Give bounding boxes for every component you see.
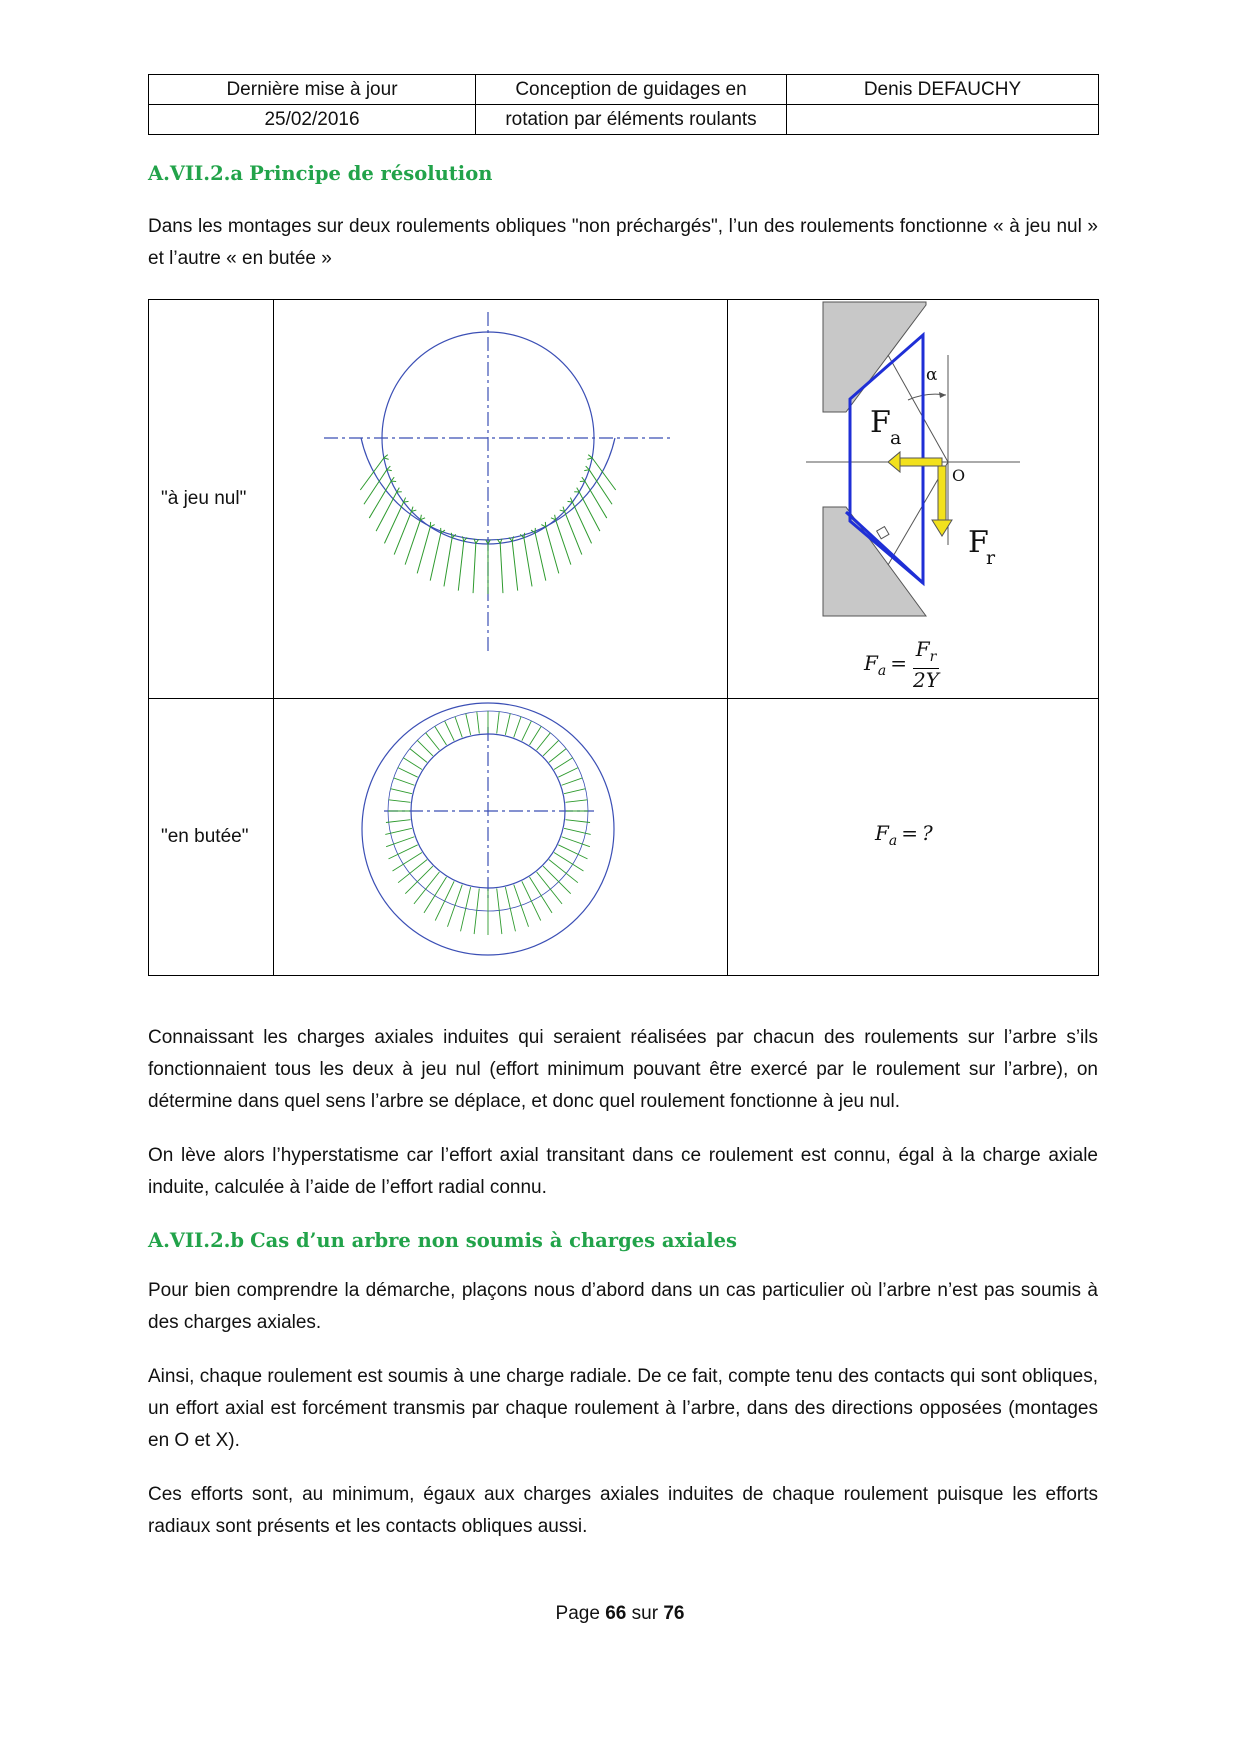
load-vector-head xyxy=(420,515,425,520)
load-vector xyxy=(558,768,578,778)
fr-arrow-shaft xyxy=(938,466,946,522)
footer-of-word: sur xyxy=(631,1603,659,1624)
load-vector-head xyxy=(430,522,434,527)
doc-title-line2: rotation par éléments roulants xyxy=(476,105,787,135)
load-vector xyxy=(445,721,455,741)
row-label-jeu-nul: "à jeu nul" xyxy=(149,300,274,699)
load-vector xyxy=(473,543,476,593)
fa-subscript: a xyxy=(890,427,902,449)
load-vector xyxy=(405,866,433,894)
load-vector xyxy=(505,714,510,735)
formula2-lhs-sub: a xyxy=(888,833,898,849)
fa-label: F xyxy=(870,405,891,440)
header-table xyxy=(148,74,1099,135)
load-vector xyxy=(369,481,391,518)
load-vector xyxy=(514,717,521,738)
load-vector xyxy=(391,789,412,794)
load-vector xyxy=(455,717,462,738)
load-vector xyxy=(403,758,422,770)
section-a-intro: Dans les montages sur deux roulements obliques "non préchargés", l’un des roulements fonctionne « à jeu nul » et l’autre « en butée » xyxy=(148,216,1098,269)
load-vector xyxy=(386,837,414,847)
formula1-den: 2Y xyxy=(913,668,939,692)
jeu-nul-load-diagram xyxy=(274,300,728,699)
fr-arrow-head xyxy=(932,520,952,536)
load-vector xyxy=(477,712,479,734)
load-vector xyxy=(592,458,616,490)
formula1-num: F xyxy=(915,637,930,661)
load-vector xyxy=(500,543,503,593)
load-vector xyxy=(435,726,447,745)
formula2-eq: = xyxy=(901,821,919,845)
load-vector xyxy=(410,749,427,763)
load-vector xyxy=(549,749,566,763)
load-vector xyxy=(376,492,397,531)
load-vector xyxy=(529,726,541,745)
fr-subscript: r xyxy=(986,547,996,569)
load-vector xyxy=(386,820,411,823)
load-vector xyxy=(414,872,439,904)
load-vector xyxy=(444,538,452,587)
section-b-paragraph-2: Ainsi, chaque roulement est soumis à une charge radiale. De ce fait, compte tenu des contacts qui sont obliques, un effort axial est forcément transmis par chaque roulement à l’arbre, dans des directions opposées (montages en O et X). xyxy=(148,1366,1098,1451)
load-vector xyxy=(564,789,585,794)
section-a-number: A.VII.2.a xyxy=(148,162,244,185)
alpha-arrowhead xyxy=(939,392,946,398)
load-vector xyxy=(537,733,551,750)
load-vector-head xyxy=(411,507,416,512)
formula2-rhs: ? xyxy=(922,821,933,845)
load-vector xyxy=(389,845,418,859)
fr-label: F xyxy=(968,525,989,560)
formula-jeu-nul xyxy=(864,638,939,691)
load-vector xyxy=(458,541,463,590)
load-vector xyxy=(529,877,552,913)
load-vector-head xyxy=(584,466,589,471)
row-label-butee: "en butée" xyxy=(149,699,274,976)
load-vector xyxy=(554,758,573,770)
load-vector xyxy=(535,533,546,581)
formula-butee xyxy=(875,821,933,849)
jeu-nul-svg xyxy=(274,300,728,698)
outer-ring-bottom xyxy=(823,507,926,616)
load-vector xyxy=(497,712,499,734)
fa-arrow-shaft xyxy=(896,458,942,466)
load-vector-head xyxy=(462,536,467,541)
load-vector xyxy=(360,458,384,490)
load-vector-head xyxy=(567,498,572,503)
load-vector xyxy=(430,533,441,581)
load-vector xyxy=(398,768,418,778)
last-update-date: 25/02/2016 xyxy=(149,105,476,135)
load-vector xyxy=(394,778,415,785)
load-vector xyxy=(562,778,583,785)
load-vector xyxy=(497,889,502,935)
section-a-title: Principe de résolution xyxy=(249,162,493,185)
load-vector xyxy=(405,520,420,565)
formula1-fraction xyxy=(913,638,939,691)
section-b-paragraph-3: Ces efforts sont, au minimum, égaux aux charges axiales induites de chaque roulement puisque les efforts radiaux sont présents et les contacts obliques aussi. xyxy=(148,1484,1098,1537)
load-vector xyxy=(424,877,447,913)
load-vector xyxy=(417,527,430,573)
load-vector-head xyxy=(560,507,565,512)
load-vector xyxy=(522,721,532,741)
load-vector-head xyxy=(391,477,396,481)
formula1-num-sub: r xyxy=(929,649,937,665)
bearing-diagram-table xyxy=(148,299,1099,976)
page-footer xyxy=(0,1603,1240,1625)
formula1-eq: = xyxy=(890,651,908,675)
load-vector-head xyxy=(397,488,402,492)
load-vector xyxy=(474,889,479,935)
last-update-label: Dernière mise à jour xyxy=(149,75,476,105)
load-vector xyxy=(543,866,571,894)
author: Denis DEFAUCHY xyxy=(787,75,1099,105)
butee-svg xyxy=(274,699,728,975)
footer-page-number: 66 xyxy=(605,1603,627,1624)
fa-arrow-head xyxy=(888,452,900,472)
load-vector-head xyxy=(387,466,392,471)
origin-label: O xyxy=(952,466,966,485)
load-vector xyxy=(417,740,433,756)
load-vector xyxy=(466,714,471,735)
load-vector xyxy=(566,820,591,823)
load-vector-head xyxy=(574,488,579,492)
load-vector xyxy=(537,872,562,904)
section-b-heading xyxy=(148,1229,737,1252)
load-vector xyxy=(546,527,559,573)
formula2-lhs: F xyxy=(875,821,889,845)
alpha-label: α xyxy=(926,365,938,385)
butee-formula-cell xyxy=(728,699,1099,976)
load-vector xyxy=(524,538,532,587)
load-vector xyxy=(585,481,607,518)
load-vector xyxy=(389,800,411,802)
load-vector xyxy=(426,733,440,750)
load-vector xyxy=(579,492,600,531)
section-b-number: A.VII.2.b xyxy=(148,1229,245,1252)
section-a-heading xyxy=(148,162,492,185)
load-vector-head xyxy=(404,498,409,503)
load-vector xyxy=(562,837,590,847)
load-vector-head xyxy=(541,522,545,527)
formula1-lhs: F xyxy=(864,651,878,675)
bearing-section-cell xyxy=(728,300,1099,699)
section-b-paragraph-1: Pour bien comprendre la démarche, plaçons nous d’abord dans un cas particulier où l’arbre n’est pas soumis à des charges axiales. xyxy=(148,1280,1098,1333)
paragraph-1: Connaissant les charges axiales induites qui seraient réalisées par chacun des roulements sur l’arbre s’ils fonctionnaient tous les deux à jeu nul (effort minimum pouvant être exercé par le roulement sur l’arbre), on détermine dans quel sens l’arbre se déplace, et donc quel roulement fonctionne à jeu nul. xyxy=(148,1027,1098,1112)
doc-title-line1: Conception de guidages en xyxy=(476,75,787,105)
section-b-title: Cas d’un arbre non soumis à charges axiales xyxy=(250,1229,737,1252)
header-empty-cell xyxy=(787,105,1099,135)
load-vector-head xyxy=(580,477,585,481)
load-vector xyxy=(558,845,587,859)
load-vector-head xyxy=(551,515,556,520)
butee-load-diagram xyxy=(274,699,728,976)
load-vector-head xyxy=(509,536,514,541)
load-vector xyxy=(543,740,559,756)
footer-page-total: 76 xyxy=(663,1603,685,1624)
formula1-lhs-sub: a xyxy=(877,663,887,679)
load-vector xyxy=(556,520,571,565)
paragraph-2: On lève alors l’hyperstatisme car l’effort axial transitant dans ce roulement est connu, égal à la charge axiale induite, calculée à l’aide de l’effort radial connu. xyxy=(148,1145,1098,1198)
load-vector xyxy=(512,541,517,590)
right-angle-mark xyxy=(877,527,889,539)
load-vector xyxy=(566,800,588,802)
footer-page-word: Page xyxy=(555,1603,600,1624)
